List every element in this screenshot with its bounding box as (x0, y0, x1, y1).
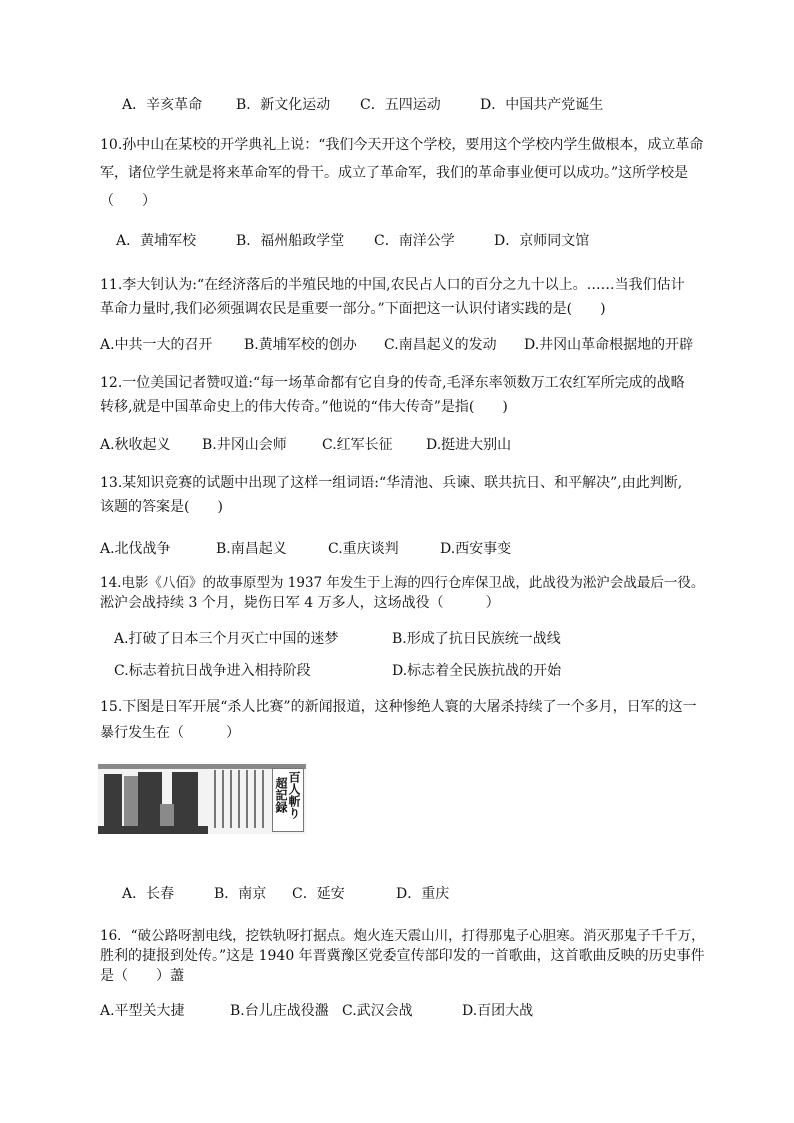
newspaper-headline-2: 超記録 (274, 777, 288, 813)
q15-option-d: D．重庆 (396, 886, 450, 902)
q13-option-b: B.南昌起义 (216, 541, 287, 557)
q14-option-c: C.标志着抗日战争进入相持阶段 (114, 663, 311, 679)
q15-option-b: B．南京 (214, 886, 267, 902)
q12-line-2: 转移,就是中国革命史上的伟大传奇。”他说的“伟大传奇”是指( ) (100, 399, 508, 415)
q15-option-a: A．长春 (122, 886, 175, 902)
newspaper-headline-1: 百人斬り (287, 771, 301, 819)
q14-option-a: A.打破了日本三个月灭亡中国的迷梦 (114, 631, 339, 647)
q12-option-d: D.挺进大别山 (426, 437, 512, 453)
q11-option-b: B.黄埔军校的创办 (244, 337, 357, 353)
q9-option-b: B．新文化运动 (236, 97, 331, 113)
q9-option-a: A．辛亥革命 (122, 97, 203, 113)
q16-option-d: D.百团大战 (462, 1003, 534, 1019)
q14-line-2: 淞沪会战持续 3 个月，毙伤日军 4 万多人，这场战役（ ） (100, 595, 500, 611)
q9-option-d: D．中国共产党诞生 (480, 97, 604, 113)
q10-option-d: D．京师同文馆 (494, 233, 590, 249)
q10-line-3: （ ） (100, 193, 156, 209)
q13-option-a: A.北伐战争 (100, 541, 171, 557)
q15-option-c: C．延安 (292, 886, 345, 902)
q13-line-1: 13.某知识竞赛的试题中出现了这样一组词语:“华清池、兵谏、联共抗日、和平解决”,由此判断, (100, 475, 683, 491)
q11-option-d: D.井冈山革命根据地的开辟 (524, 337, 694, 353)
q10-option-a: A．黄埔军校 (116, 233, 197, 249)
q12-option-a: A.秋收起义 (100, 437, 171, 453)
q12-line-1: 12.一位美国记者赞叹道:“每一场革命都有它自身的传奇,毛泽东率领数万工农红军所完成的战略 (100, 375, 685, 391)
q10-line-1: 10.孙中山在某校的开学典礼上说：“我们今天开这个学校，要用这个学校内学生做根本，成立革命 (100, 137, 704, 153)
q15-line-2: 暴行发生在（ ） (100, 725, 240, 741)
q11-line-1: 11.李大钊认为:“在经济落后的半殖民地的中国,农民占人口的百分之九十以上。……当我们估计 (100, 277, 685, 293)
q10-line-2: 军，诸位学生就是将来革命军的骨干。成立了革命军，我们的革命事业便可以成功。”这所学校是 (100, 165, 689, 181)
q13-option-c: C.重庆谈判 (328, 541, 399, 557)
q16-option-c: C.武汉会战 (342, 1003, 413, 1019)
q12-option-c: C.红军长征 (322, 437, 393, 453)
q11-option-a: A.中共一大的召开 (100, 337, 213, 353)
q16-line-2: 胜利的捷报到处传。”这是 1940 年晋冀豫区党委宣传部印发的一首歌曲，这首歌曲反映的历史事件 (100, 948, 705, 964)
q14-option-b: B.形成了抗日民族统一战线 (392, 631, 561, 647)
newspaper-clipping-image (98, 764, 306, 834)
q12-option-b: B.井冈山会师 (202, 437, 287, 453)
q10-option-c: C．南洋公学 (374, 233, 455, 249)
q16-line-1: 16．“破公路呀割电线，挖铁轨呀打据点。炮火连天震山川，打得那鬼子心胆寒。消灭那鬼子千千万， (100, 928, 705, 944)
q13-option-d: D.西安事变 (440, 541, 512, 557)
q9-option-c: C．五四运动 (360, 97, 441, 113)
q14-option-d: D.标志着全民族抗战的开始 (392, 663, 562, 679)
q16-option-a: A.平型关大捷 (100, 1003, 185, 1019)
q11-option-c: C.南昌起义的发动 (384, 337, 497, 353)
q15-line-1: 15.下图是日军开展“杀人比赛”的新闻报道，这种惨绝人寰的大屠杀持续了一个多月，日军的这一 (100, 699, 697, 715)
q13-line-2: 该题的答案是( ) (100, 499, 223, 515)
q16-line-3: 是（ ）藎 (100, 968, 184, 984)
q11-line-2: 革命力量时,我们必须强调农民是重要一部分。”下面把这一认识付诸实践的是( ) (100, 301, 606, 317)
q14-line-1: 14.电影《八佰》的故事原型为 1937 年发生于上海的四行仓库保卫战，此战役为淞沪会战最后一役。 (100, 575, 705, 591)
q16-option-b: B.台儿庄战役瀊 (230, 1003, 329, 1019)
q10-option-b: B．福州船政学堂 (236, 233, 345, 249)
